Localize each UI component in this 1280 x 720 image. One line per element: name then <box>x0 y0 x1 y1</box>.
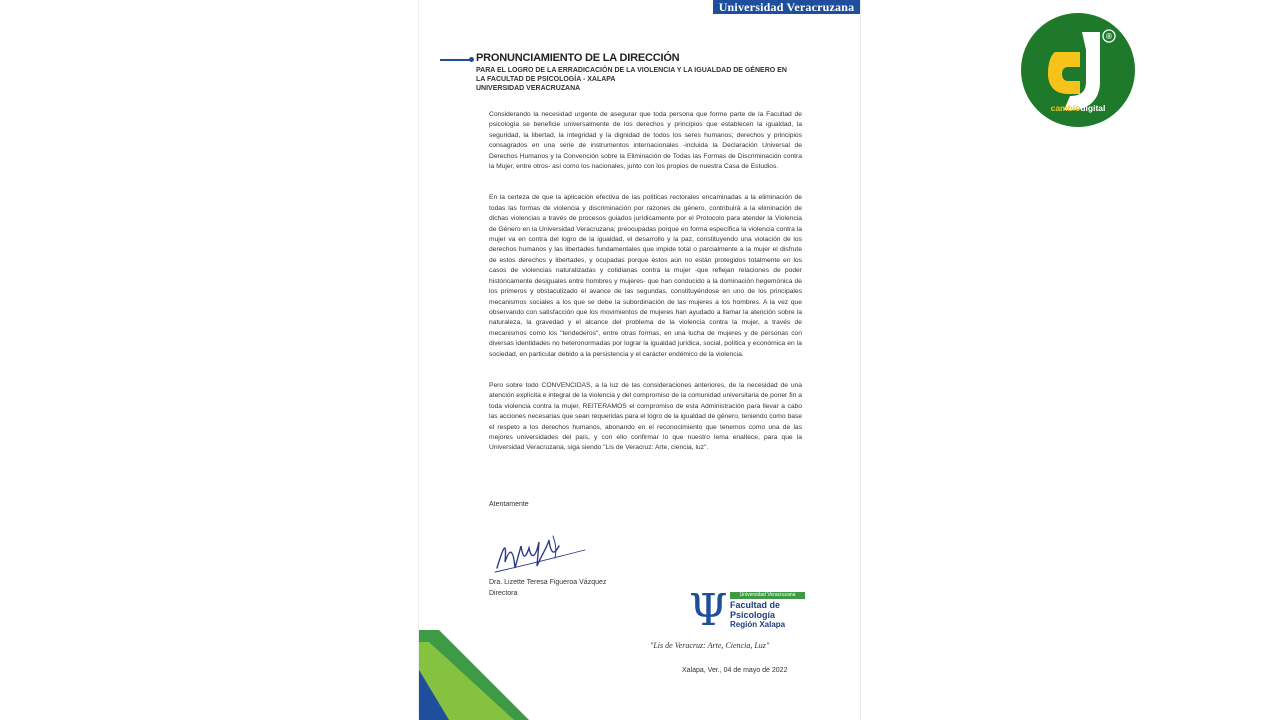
logo-wordmark <box>1051 103 1106 113</box>
title-rule <box>440 59 470 61</box>
closing-text: Atentamente <box>489 501 529 508</box>
logo-wordmark-suffix: digital <box>1080 103 1106 113</box>
signer-role: Directora <box>489 590 518 597</box>
psi-icon: Ψ <box>689 585 728 636</box>
logo-university-band: Universidad Veracruzana <box>730 592 805 599</box>
handwritten-signature <box>493 528 588 578</box>
document-body <box>489 110 802 475</box>
logo-line: Psicología <box>730 610 776 620</box>
date-line: Xalapa, Ver., 04 de mayo de 2022 <box>682 667 788 674</box>
university-banner: Universidad Veracruzana <box>713 0 860 14</box>
document-title: PRONUNCIAMIENTO DE LA DIRECCIÓN <box>476 52 680 64</box>
motto: "Lis de Veracruz: Arte, Ciencia, Luz" <box>650 641 770 650</box>
document-subtitle <box>476 66 806 93</box>
logo-line: Facultad de <box>730 600 781 610</box>
corner-decoration <box>419 630 579 720</box>
document-page <box>419 0 860 720</box>
registered-mark: ® <box>1106 32 1112 41</box>
paragraph: Considerando la necesidad urgente de asegurar que toda persona que forme parte de la Facultad de psicología se beneficie universalmente de los derechos y principios que establecen la igualdad, la seguridad, la libertad, la integridad y la dignidad de todos los seres humanos; derechos y principios consagrados en una serie de instrumentos internacionales -incluida la Declaración Universal de Derechos Humanos y la Convención sobre la Eliminación de Todas las Formas de Discriminación contra la Mujer, entre otros- así como los nacionales, junto con los propios de nuestra Casa de Estudios. <box>489 111 802 171</box>
signer-block <box>489 577 606 599</box>
subtitle-line: UNIVERSIDAD VERACRUZANA <box>476 85 581 92</box>
logo-wordmark-prefix: cambio <box>1050 103 1081 113</box>
signer-name: Dra. Lizette Teresa Figueroa Vázquez <box>489 579 607 586</box>
subtitle-line: LA FACULTAD DE PSICOLOGÍA - XALAPA <box>476 76 616 83</box>
logo-line: Región Xalapa <box>730 620 786 629</box>
cambiodigital-logo <box>1020 12 1136 128</box>
subtitle-line: PARA EL LOGRO DE LA ERRADICACIÓN DE LA VIOLENCIA Y LA IGUALDAD DE GÉNERO EN <box>476 67 787 74</box>
faculty-logo <box>689 585 807 636</box>
paragraph: En la certeza de que la aplicación efectiva de las políticas rectorales encaminadas a la eliminación de todas las formas de violencia y discriminación por razones de género, contribuirá a la eliminación de dichas violencias a través de procesos guiados jurídicamente por el Protocolo para atender la Violencia de Género en la Universidad Veracruzana; preocupadas porque en forma específica la violencia contra la mujer va en contra del logro de la igualdad, el desarrollo y la paz, constituyendo una violación de los derechos humanos y las libertades fundamentales que impide total o parcialmente a la mujer el disfrute de estos derechos y libertades, y ocupadas porque éstos aún no están protegidos totalmente en los casos de violencias naturalizadas y cotidianas contra la mujer -que reflejan relaciones de poder históricamente desiguales entre hombres y mujeres- que han conducido a la dominación hegemónica de los primeros y obstaculizado el avance de las segundas, constituyéndose en uno de los principales mecanismos sociales a los que se debe la subordinación de las mujeres a los hombres. A la vez que observando con satisfacción que los movimientos de mujeres han ayudado a llamar la atención sobre la naturaleza, la gravedad y el alcance del problema de la violencia contra la mujer, a través de mecanismos como los "tendederos", entre otras formas, en una lucha de mujeres y de personas con diversas identidades no heteronormadas por lograr la igualdad jurídica, social, política y económica en la sociedad, en particular debido a la persistencia y el carácter endémico de la violencia. <box>489 194 802 358</box>
title-rule-dot <box>469 57 474 62</box>
paragraph: Pero sobre todo CONVENCIDAS, a la luz de las consideraciones anteriores, de la necesidad de una atención explícita e integral de la violencia y del compromiso de la comunidad universitaria de poner fin a toda violencia contra la mujer, REITERAMOS el compromiso de esta Administración para llevar a cabo las acciones necesarias que sean requeridas para el logro de la igualdad de género, teniendo como base el respeto a los derechos humanos, abonando en el reconocimiento que tenemos como una de las mejores universidades del país, y con ello confirmar lo que nuestro lema enaltece, para que la Universidad Veracruzana, siga siendo "Lis de Veracruz: Arte, ciencia, luz". <box>489 381 802 452</box>
